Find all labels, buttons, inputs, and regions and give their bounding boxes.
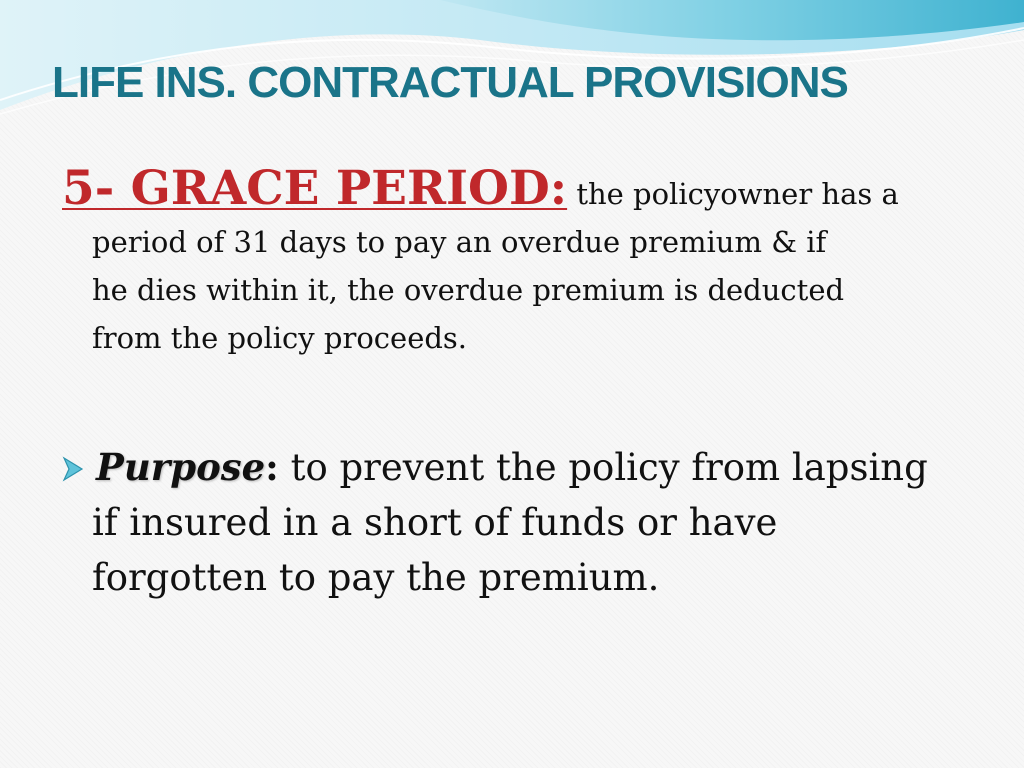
purpose-paragraph xyxy=(62,440,962,605)
purpose-line-1: to prevent the policy from lapsing xyxy=(290,446,928,489)
slide-title: LIFE INS. CONTRACTUAL PROVISIONS xyxy=(52,58,848,107)
purpose-colon: : xyxy=(265,445,279,489)
grace-period-heading: 5- GRACE PERIOD: xyxy=(62,161,568,216)
arrow-bullet-icon xyxy=(62,456,84,482)
purpose-line-2: if insured in a short of funds or have xyxy=(92,501,778,544)
purpose-line-3: forgotten to pay the premium. xyxy=(92,556,660,599)
grace-line-2: period of 31 days to pay an overdue premium & if xyxy=(92,225,827,259)
grace-period-paragraph xyxy=(62,161,962,362)
grace-line-1: the policyowner has a xyxy=(576,177,899,211)
grace-line-4: from the policy proceeds. xyxy=(92,321,468,355)
grace-line-3: he dies within it, the overdue premium is deducted xyxy=(92,273,845,307)
purpose-heading: Purpose xyxy=(96,445,266,489)
